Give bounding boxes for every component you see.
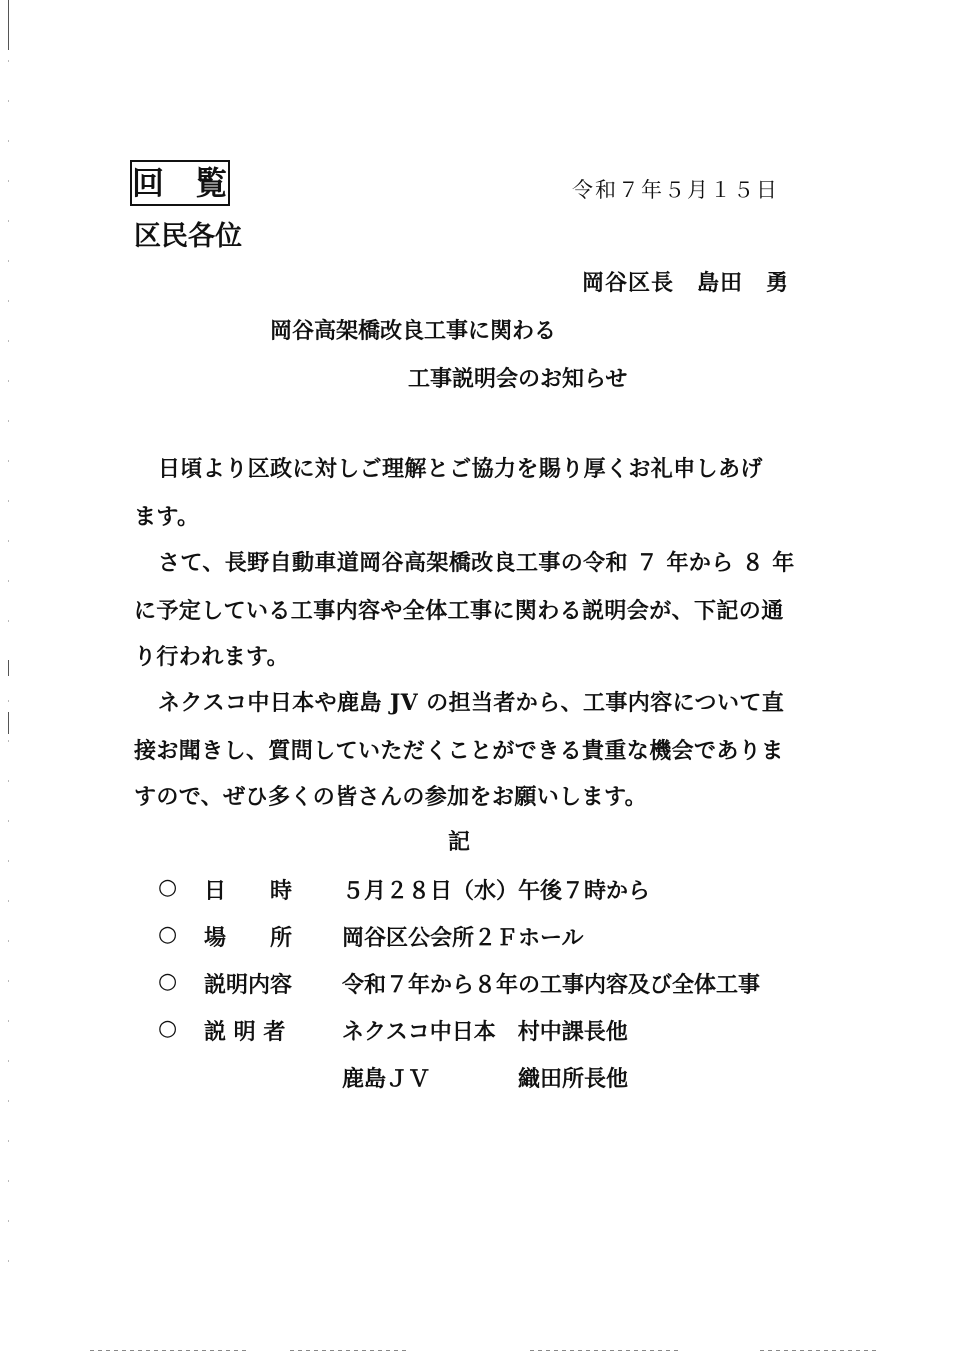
detail-value-datetime: ５月２８日（水）午後７時から [342, 878, 651, 904]
circulation-stamp: 回 覧 [130, 160, 230, 206]
scan-bottom-dash-3 [530, 1350, 680, 1351]
sender: 岡谷区長 島田 勇 [582, 270, 790, 296]
scan-bottom-dash-4 [760, 1350, 880, 1351]
body-line: ネクスコ中日本や鹿島 JV の担当者から、工事内容について直 [158, 690, 785, 716]
body-line: 日頃より区政に対しご理解とご協力を賜り厚くお礼申しあげ [158, 456, 763, 482]
bullet-circle: ○ [158, 921, 178, 947]
addressee: 区民各位 [134, 221, 242, 252]
notice-title-line-2: 工事説明会のお知らせ [408, 366, 628, 392]
document-date: 令和７年５月１５日 [572, 178, 779, 202]
body-line: ます。 [134, 504, 200, 530]
scan-edge-mark-2 [8, 712, 9, 734]
notice-title-line-1: 岡谷高架橋改良工事に関わる [270, 318, 557, 344]
scan-edge-line [8, 0, 9, 50]
scan-bottom-dash-2 [290, 1350, 410, 1351]
detail-value-content: 令和７年から８年の工事内容及び全体工事 [342, 972, 761, 998]
body-line: さて、長野自動車道岡谷高架橋改良工事の令和 ７ 年から ８ 年 [158, 550, 795, 576]
bullet-circle: ○ [158, 968, 178, 994]
detail-value-place: 岡谷区公会所２Ｆホール [342, 925, 584, 951]
detail-label-presenter: 説 明 者 [204, 1019, 286, 1045]
detail-value-presenter: ネクスコ中日本 村中課長他 [342, 1019, 628, 1045]
scan-bottom-dash [90, 1350, 250, 1351]
body-line: すので、ぜひ多くの皆さんの参加をお願いします。 [134, 784, 648, 810]
record-heading: 記 [448, 829, 471, 855]
scan-edge-mark [8, 660, 9, 676]
bullet-circle: ○ [158, 1015, 178, 1041]
body-line: に予定している工事内容や全体工事に関わる説明会が、下記の通 [134, 598, 784, 624]
body-line: り行われます。 [134, 644, 290, 670]
bullet-circle: ○ [158, 874, 178, 900]
detail-label-content: 説明内容 [204, 972, 293, 998]
body-line: 接お聞きし、質問していただくことができる貴重な機会でありま [134, 738, 784, 764]
detail-value-presenter-2: 鹿島ＪＶ 織田所長他 [342, 1066, 629, 1092]
scan-edge-dots [8, 60, 9, 1300]
detail-label-place: 場 所 [204, 925, 293, 951]
detail-label-datetime: 日 時 [204, 878, 293, 904]
